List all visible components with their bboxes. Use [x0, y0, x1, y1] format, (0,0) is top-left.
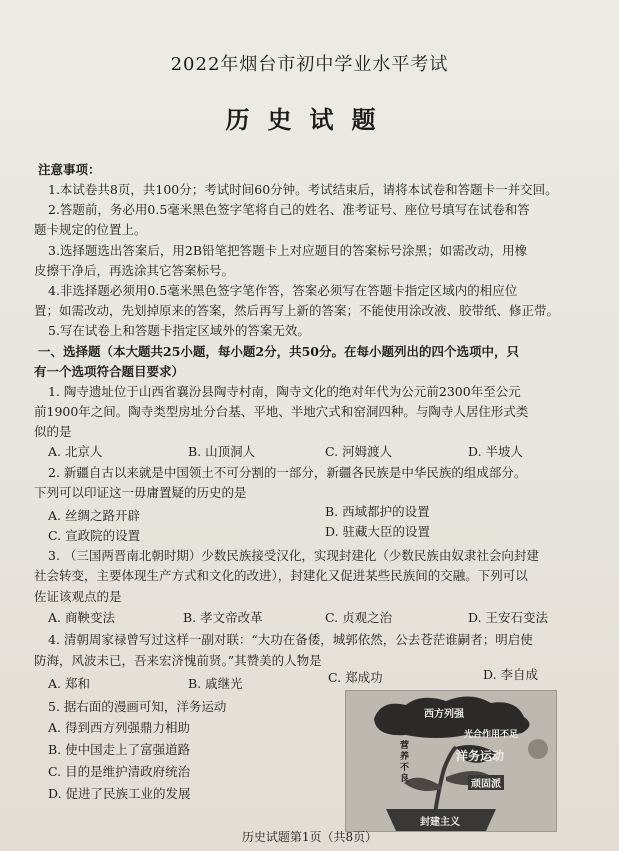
section-heading: 有一个选项符合题目要求）: [34, 364, 185, 379]
exam-subtitle: 历史试题: [225, 105, 394, 134]
question-1-stem: 前1900年之间。陶寺类型房址分台基、平地、半地穴式和窑洞四种。与陶寺人居住形式类: [34, 404, 529, 419]
question-3-option-d: D. 王安石变法: [468, 610, 549, 625]
notice-line: 2.答题前，务必用0.5毫米黑色签字笔将自己的姓名、准考证号、座位号填写在试卷和答: [48, 202, 530, 217]
cartoon-image: [345, 690, 557, 832]
notice-line: 1.本试卷共8页，共100分；考试时间60分钟。考试结束后，请将本试卷和答题卡一并交回。: [48, 182, 558, 197]
cartoon-label-left: 营养不良: [400, 741, 410, 784]
sun-shape: [528, 739, 548, 759]
question-5-option-a: A. 得到西方列强鼎力相助: [48, 720, 190, 735]
notice-line: 4.非选择题必须用0.5毫米黑色签字笔作答，答案必须写在答题卡指定区域内的相应位: [48, 283, 518, 298]
question-3-stem: 社会转变，主要体现生产方式和文化的改进），封建化又促进某些民族间的交融。下列可以: [34, 568, 528, 583]
question-4-option-c: C. 郑成功: [328, 670, 383, 685]
notice-line: 皮擦干净后，再选涂其它答案标号。: [34, 263, 235, 278]
question-2-option-d: D. 驻藏大臣的设置: [325, 524, 431, 539]
cartoon-label-pot: 封建主义: [420, 817, 460, 828]
question-2-option-a: A. 丝绸之路开辟: [48, 508, 140, 523]
question-4-stem: 4. 清朝周家禄曾写过这样一副对联：“大功在备倭，城郭依然，公去苍茫谁嗣者；明启使: [48, 632, 533, 647]
notice-line: 3.选择题选出答案后，用2B铅笔把答题卡上对应题目的答案标号涂黑；如需改动，用橡: [48, 243, 528, 258]
page-footer: 历史试题第1页（共8页）: [241, 830, 378, 844]
question-2-option-b: B. 西域都护的设置: [325, 504, 430, 519]
question-2-stem: 2. 新疆自古以来就是中国领土不可分割的一部分，新疆各民族是中华民族的组成部分。: [48, 465, 527, 480]
section-heading: 一、选择题（本大题共25小题，每小题2分，共50分。在每小题列出的四个选项中，只: [38, 344, 519, 359]
question-2-option-c: C. 宣政院的设置: [48, 528, 141, 543]
question-3-stem: 3. （三国两晋南北朝时期）少数民族接受汉化，实现封建化（少数民族由奴隶社会向封建: [48, 548, 539, 563]
question-4-stem: 防海，风波未已，吾来宏济愧前贤。”其赞美的人物是: [34, 653, 322, 668]
cartoon-label-cloud: 西方列强: [424, 709, 464, 720]
question-5-option-c: C. 目的是维护清政府统治: [48, 764, 191, 779]
question-3-option-a: A. 商鞅变法: [48, 610, 115, 625]
question-1-option-b: B. 山顶洞人: [188, 444, 256, 459]
exam-title: 2022年烟台市初中学业水平考试: [170, 54, 449, 75]
question-5-stem: 5. 据右面的漫画可知，洋务运动: [48, 699, 227, 714]
notice-title: 注意事项：: [38, 162, 101, 177]
question-2-stem: 下列可以印证这一毋庸置疑的历史的是: [34, 485, 247, 500]
question-5-option-d: D. 促进了民族工业的发展: [48, 786, 191, 801]
question-3-option-b: B. 孝文帝改革: [183, 610, 263, 625]
question-4-option-b: B. 戚继光: [188, 676, 243, 691]
question-1-option-d: D. 半坡人: [468, 444, 524, 459]
notice-line: 题卡规定的位置上。: [34, 222, 147, 237]
cartoon-label-flower: 洋务运动: [456, 749, 505, 763]
question-3-stem: 佐证该观点的是: [34, 589, 122, 604]
question-4-option-d: D. 李自成: [483, 667, 539, 682]
question-1-stem: 似的是: [34, 424, 72, 439]
question-5-option-b: B. 使中国走上了富强道路: [48, 742, 191, 757]
cartoon-label-root: 顽固派: [468, 775, 504, 790]
question-1-option-a: A. 北京人: [48, 444, 103, 459]
cartoon-label-sun: 光合作用不足: [464, 730, 519, 740]
notice-line: 5.写在试卷上和答题卡指定区域外的答案无效。: [48, 323, 310, 338]
question-4-option-a: A. 郑和: [48, 676, 90, 691]
question-1-stem: 1. 陶寺遗址位于山西省襄汾县陶寺村南，陶寺文化的绝对年代为公元前2300年至公元: [48, 384, 521, 399]
notice-line: 置；如需改动，先划掉原来的答案，然后再写上新的答案；不能使用涂改液、胶带纸、修正带。: [34, 303, 560, 318]
question-3-option-c: C. 贞观之治: [325, 610, 393, 625]
question-1-option-c: C. 河姆渡人: [325, 444, 393, 459]
